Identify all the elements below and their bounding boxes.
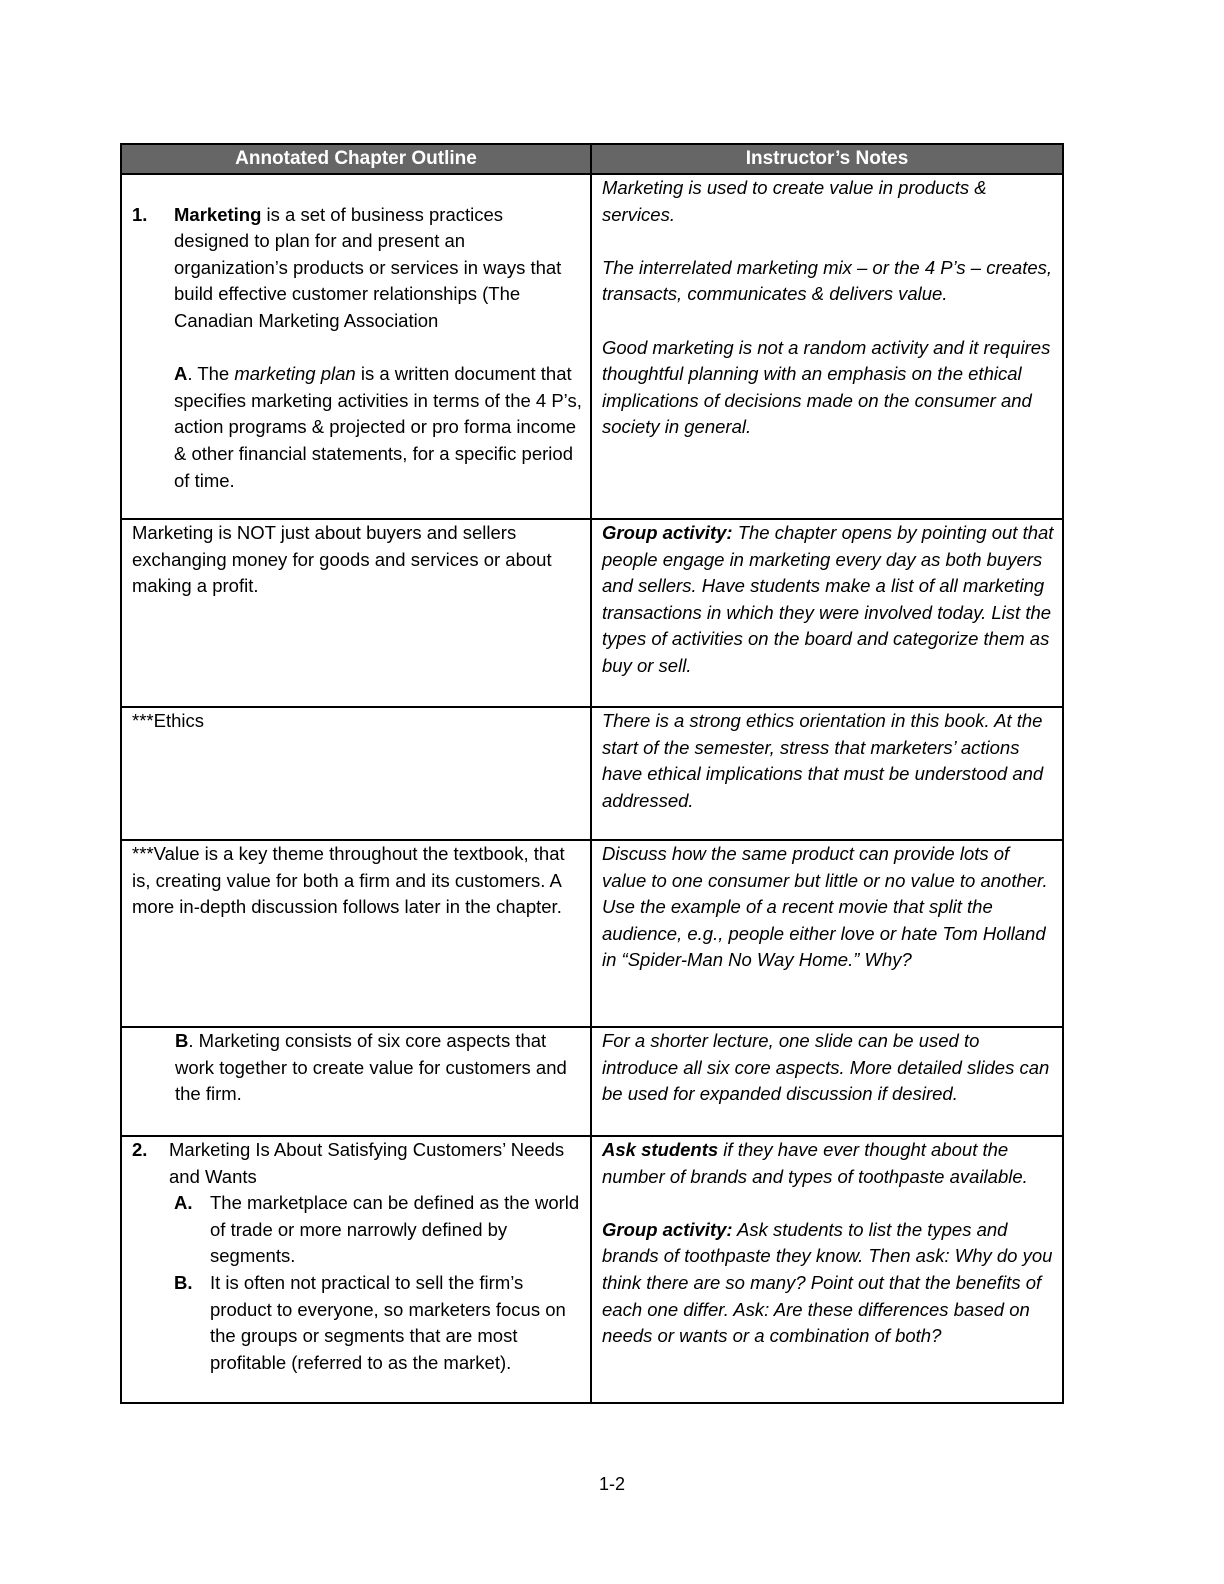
column-header-notes: Instructor’s Notes (591, 144, 1063, 174)
subitem-text: The marketplace can be defined as the world of trade or more narrowly defined by segments. (210, 1192, 580, 1267)
subitem-label: B (175, 1030, 189, 1051)
subitem-label: A. (174, 1192, 193, 1214)
note-text: There is a strong ethics orientation in this book. At the start of the semester, stress that marketers’ actions have ethical implications that must be understood and addressed. (602, 710, 1044, 811)
subitem-text: is a written document that specifies marketing activities in terms of the 4 P’s, action programs & projected or pro forma income & other financial statements, for a specific period of time. (174, 363, 582, 491)
note-text: Discuss how the same product can provide lots of value to one consumer but little or no value to another. Use the example of a recent movie that split the audience, e.g., people either love or hate Tom Holland in “Spider-Man No Way Home.” Why? (602, 843, 1048, 971)
outline-subitem-a (132, 361, 582, 494)
outline-subitem-b (132, 1270, 582, 1376)
notes-cell (591, 1027, 1063, 1136)
item-heading: Marketing Is About Satisfying Customers’ Needs and Wants (169, 1139, 565, 1187)
note-paragraph: Good marketing is not a random activity and it requires thoughtful planning with an emphasis on the ethical implications of decisions made on the consumer and society in general. (602, 336, 1051, 438)
term-marketing-plan: marketing plan (234, 363, 356, 385)
outline-subitem-a (132, 1190, 582, 1270)
table-header-row (121, 144, 1063, 174)
page-number: 1-2 (598, 1474, 625, 1494)
subitem-text: It is often not practical to sell the firm’s product to everyone, so marketers focus on the groups or segments that are most profitable (referred to as the market). (210, 1271, 566, 1373)
notes-cell (591, 1136, 1063, 1403)
subitem-text: . The (187, 363, 235, 385)
outline-cell (121, 840, 591, 1027)
note-text: if they have ever thought about the number of brands and types of toothpaste available. (602, 1139, 1028, 1187)
column-header-outline: Annotated Chapter Outline (121, 144, 591, 174)
item-number: 1. (132, 203, 148, 225)
notes-cell (591, 174, 1063, 519)
group-activity-label: Group activity: (602, 522, 733, 543)
outline-cell (121, 1027, 591, 1136)
note-text: Ask students to list the types and brands of toothpaste they know. Then ask: Why do you think there are so many? Point out that the benefits of each one differ. Ask: Are these differences based on needs or wants or a combination of both? (602, 1218, 1053, 1347)
outline-text: ***Value is a key theme throughout the textbook, that is, creating value for both a firm and its customers. A more in-depth discussion follows later in the chapter. (132, 843, 565, 918)
outline-cell (121, 519, 591, 707)
outline-cell (121, 174, 591, 519)
table-row (121, 1136, 1063, 1403)
definition-text: is a set of business practices designed to plan for and present an organization’s products or services in ways that build effective customer relationships (The Canadian Marketing Association (174, 203, 562, 331)
chapter-outline-table (120, 143, 1064, 1404)
outline-cell (121, 1136, 591, 1403)
subitem-label: B. (174, 1271, 193, 1293)
outline-item-1 (132, 202, 582, 335)
outline-subitem-b (132, 1028, 582, 1108)
table-row (121, 707, 1063, 840)
outline-cell (121, 707, 591, 840)
table-row (121, 840, 1063, 1027)
notes-cell (591, 707, 1063, 840)
table-row (121, 519, 1063, 707)
note-paragraph: Marketing is used to create value in products & services. (602, 177, 987, 225)
note-text: The chapter opens by pointing out that people engage in marketing every day as both buyers and sellers. Have students make a list of all marketing transactions in which they were involved today. List the types of activities on the board and categorize them as buy or sell. (602, 522, 1054, 676)
note-text: For a shorter lecture, one slide can be used to introduce all six core aspects. More detailed slides can be used for expanded discussion if desired. (602, 1030, 1050, 1105)
subitem-text: . Marketing consists of six core aspects that work together to create value for customers and the firm. (175, 1030, 567, 1105)
group-activity-label: Group activity: (602, 1218, 733, 1240)
subitem-label: A (174, 363, 188, 385)
term-marketing: Marketing (174, 203, 262, 225)
note-paragraph: The interrelated marketing mix – or the 4 P’s – creates, transacts, communicates & delivers value. (602, 256, 1053, 305)
table-row (121, 174, 1063, 519)
outline-item-2 (132, 1137, 582, 1190)
ask-students-label: Ask students (602, 1139, 719, 1160)
outline-text: ***Ethics (132, 710, 204, 731)
item-number: 2. (132, 1139, 148, 1160)
notes-cell (591, 519, 1063, 707)
table-row (121, 1027, 1063, 1136)
notes-cell (591, 840, 1063, 1027)
outline-text: Marketing is NOT just about buyers and sellers exchanging money for goods and services or about making a profit. (132, 522, 552, 597)
